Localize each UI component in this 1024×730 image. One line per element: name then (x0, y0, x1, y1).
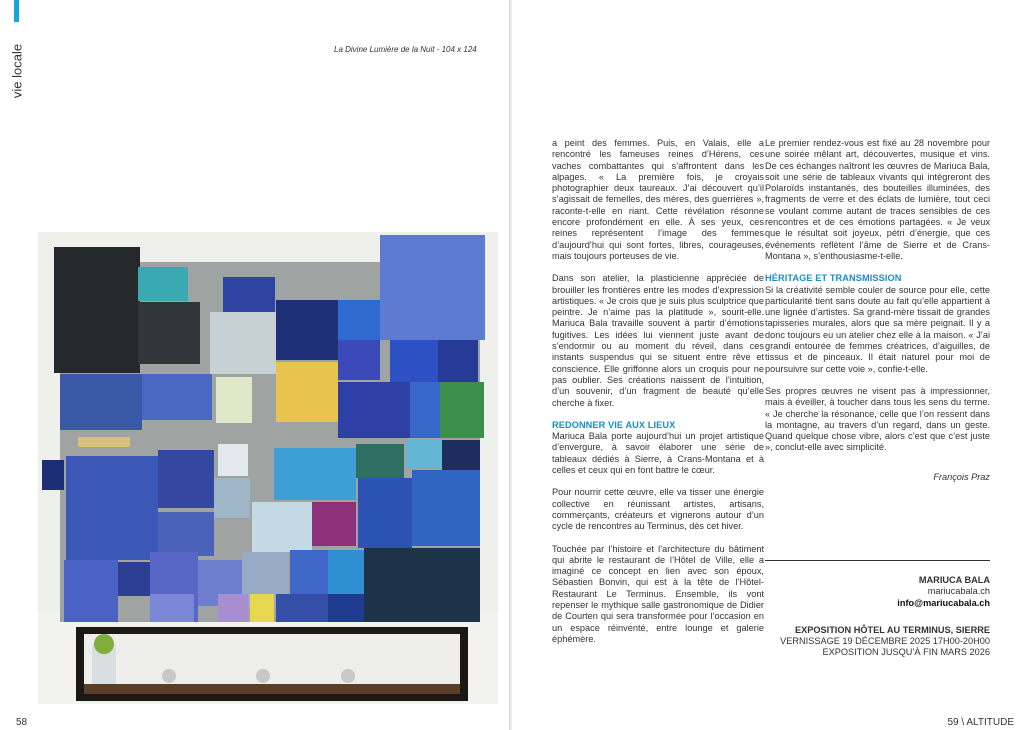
tile (438, 340, 478, 384)
tile (440, 382, 484, 438)
tile (118, 562, 150, 596)
paragraph: Touchée par l’histoire et l’architecture du bâtiment qui abrite le restaurant de l’Hôtel de Ville, elle a imaginé ce concept en lien avec son époux, Sébastien Bonvin, qui est à la tête de l’Hôtel-Restaurant Le Terminus. Ensemble, ils vont repenser le mythique salle gastronomique de Didier de Courten qui sera transformée pour l’occasion en un espace réinventé, entre lounge et galerie éphémère. (552, 543, 764, 644)
tile (406, 440, 442, 468)
tile (250, 594, 274, 622)
vernissage-date: VERNISSAGE 19 DÉCEMBRE 2025 17H00-20H00 (780, 636, 990, 647)
tile (380, 235, 485, 340)
accent-bar (14, 0, 19, 22)
tile (42, 460, 64, 490)
tile (216, 377, 252, 423)
tile (338, 340, 380, 380)
tile (158, 450, 214, 508)
tile (276, 594, 328, 622)
tile (338, 382, 410, 438)
article-column-1 (552, 138, 764, 656)
tile (410, 382, 440, 438)
tile (218, 594, 248, 622)
tile (412, 470, 480, 546)
plant-leaves (94, 634, 114, 654)
artist-email[interactable]: info@mariucabala.ch (897, 597, 990, 608)
tile (312, 502, 356, 546)
tile (142, 374, 212, 420)
tile (54, 247, 140, 373)
tile (150, 594, 194, 622)
author-signature: François Praz (933, 471, 990, 482)
tile (364, 548, 480, 622)
tile (252, 502, 312, 552)
artist-name: MARIUCA BALA (918, 575, 990, 585)
tile (276, 362, 338, 422)
shelf-inner (84, 634, 460, 686)
tile (328, 594, 364, 622)
paragraph: Ses propres œuvres ne visent pas à impressionner, mais à éveiller, à toucher dans tous les sens du terme. « Je cherche la résonance, celle que l’on ressent dans la montagne, au travers d’un regard, dans un geste. Quand quelque chose vibre, alors c’est que c’est juste », conclut-elle avec simplicité. (765, 385, 990, 453)
tile (138, 302, 200, 364)
page-number-left: 58 (16, 717, 28, 728)
exhibition-title: EXPOSITION HÔTEL AU TERMINUS, SIERRE (794, 624, 990, 635)
tile (338, 300, 380, 340)
candle (341, 669, 355, 683)
left-page (0, 0, 510, 730)
section-heading: REDONNER VIE AUX LIEUX (552, 419, 676, 430)
artwork-photo (38, 232, 498, 704)
tile (64, 560, 118, 622)
exhibition-end: EXPOSITION JUSQU’À FIN MARS 2026 (822, 647, 990, 658)
artist-info-box (765, 560, 990, 659)
tile (66, 456, 158, 560)
section-label: vie locale (9, 43, 25, 99)
tile (138, 267, 188, 301)
tile (78, 437, 130, 447)
candle (256, 669, 270, 683)
tile (328, 550, 364, 594)
paragraph: Mariuca Bala porte aujourd’hui un projet artistique d’envergure, à savoir élaborer une série de tableaux dédiés à Sierre, à Crans-Montana et à celles et ceux qui en font battre le cœur. (552, 431, 764, 476)
tile (358, 478, 412, 548)
paragraph: a peint des femmes. Puis, en Valais, elle a rencontré les fameuses reines d’Hérens, ces vaches combattantes qui s’affrontent dans les alpages. « La première fois, je croyais photographier deux taureaux. J’ai découvert qu’il s’agissait de femelles, des mères, des guerrières », raconte-t-elle en riant. Cette révélation résonne encore profondément en elle. À ses yeux, ces reines représentent l’image des femmes d’aujourd’hui qui sont fortes, libres, courageuses, mais toujours porteuses de vie. (552, 138, 764, 261)
paragraph: Le premier rendez-vous est fixé au 28 novembre pour une soirée mêlant art, découvertes, musique et vins. De ces échanges naîtront les œuvres de Mariuca Bala, soit une série de tableaux vivants qui intègreront des Polaroïds instantanés, des bouteilles illuminées, des fragments de verre et des éclats de lumière, tout ceci se voulant comme autant de traces sensibles de ces rencontres et de ces émotions partagées. « Je veux que le résultat soit joyeux, pétri d’énergie, que ces événements reflètent l’âme de Sierre et de Crans-Montana », s’enthousiasme-t-elle. (765, 138, 990, 261)
tile (158, 512, 214, 556)
section-heading: HÉRITAGE ET TRANSMISSION (765, 273, 902, 284)
artist-website[interactable]: mariucabala.ch (927, 586, 990, 597)
tile (210, 312, 276, 374)
tile (442, 440, 480, 470)
article-column-2 (765, 138, 990, 483)
page-number-right: 59 \ ALTITUDE (947, 717, 1014, 728)
right-page (512, 0, 1024, 730)
candle (162, 669, 176, 683)
paragraph: Si la créativité semble couler de source pour elle, cette particularité tient sans doute au fait qu’elle appartient à une lignée d’artistes. Sa grand-mère tissait de grandes tapisseries murales, alors que sa mère peignait. Il y a donc toujours eu un atelier chez elle à la maison. « J’ai grandi entourée de femmes créatrices, d’aiguilles, de tissus et de pinceaux. Il était naturel pour moi de poursuivre sur cette voie », confie-t-elle. (765, 284, 990, 374)
tile (390, 340, 438, 384)
artwork-caption: La Divine Lumière de la Nuit - 104 x 124 (334, 45, 477, 54)
tile (276, 300, 338, 360)
tile (290, 550, 328, 594)
paragraph: Pour nourrir cette œuvre, elle va tisser une énergie collective en réunissant artistes, artisans, commerçants, créateurs et vignerons autour d’un cycle de rencontres au Terminus, dès cet hiver. (552, 487, 764, 532)
tile (60, 374, 142, 430)
tile (223, 277, 275, 313)
shelf-base (84, 684, 460, 694)
tile (218, 444, 248, 476)
tile (356, 444, 404, 478)
paragraph: Dans son atelier, la plasticienne appréciée de brouiller les frontières entre les modes d’expression artistiques. « Je crois que je suis plus sculptrice que peintre. Je n’aime pas la platitude », sourit-elle. Mariuca Bala travaille souvent à partir d’émotions fugitives. Les idées lui viennent juste avant de s’endormir ou au moment du réveil, dans ces instants suspendus qui se situent entre rêve et conscience. Elle griffonne alors un croquis pour ne pas oublier. Ses créations naissent de l’intuition, d’un souvenir, d’un fragment de beauté qu’elle cherche à fixer. (552, 273, 764, 408)
tile (214, 478, 250, 518)
tile (274, 448, 356, 500)
